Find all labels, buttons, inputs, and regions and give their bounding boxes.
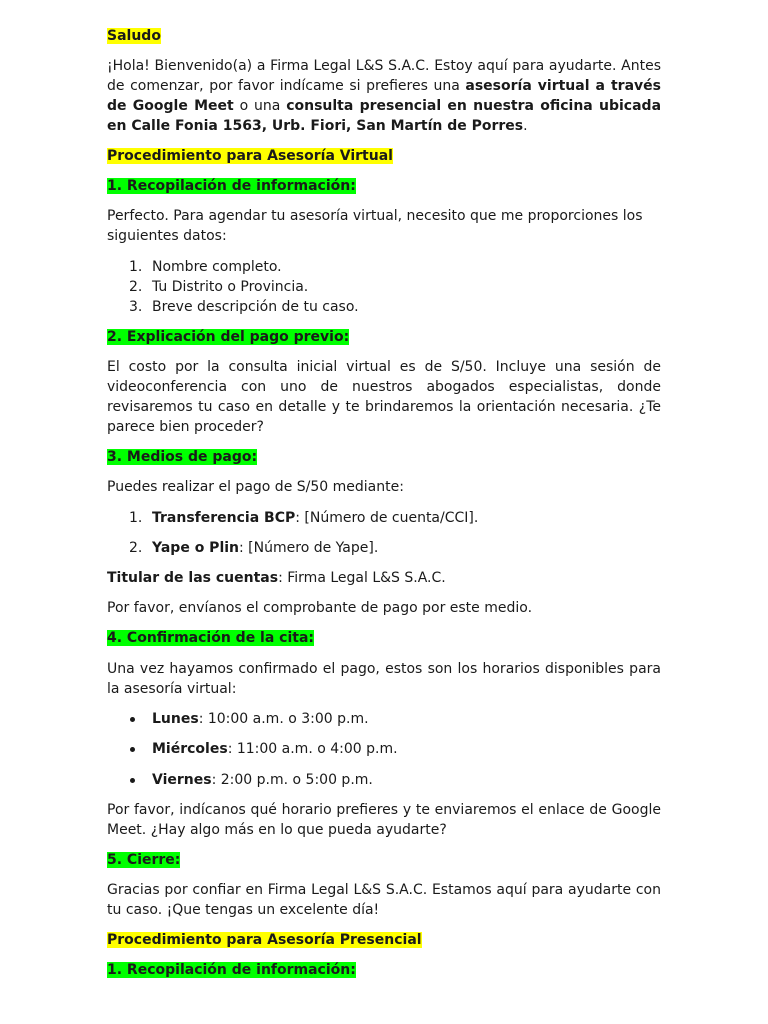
section-2-text: El costo por la consulta inicial virtual es de S/50. Incluye una sesión de videoconferencia con uno de nuestros abogados especialistas, donde revisaremos tu caso en detalle y te brindaremos la orientación necesaria. ¿Te parece bien proceder? (107, 359, 661, 435)
document-page: Saludo ¡Hola! Bienvenido(a) a Firma Legal L&S S.A.C. Estoy aquí para ayudarte. Antes de comenzar, por favor indícame si prefieres una asesoría virtual a través de Google Meet o una consulta presencial en nuestra oficina ubicada en Calle Fonia 1563, Urb. Fiori, San Martín de Porres. Procedimiento para Asesoría Virtual 1. Recopilación de información: Perfecto. Para agendar tu asesoría virtual, necesito que me proporciones los siguientes datos: 1. Nombre completo. 2. Tu Distrito o Provincia. 3. Breve descripción de tu caso. 2. Explicación del pago previo: El costo por la consulta inicial virtual es de S/50. Incluye una sesión de videoconferencia con uno de nuestros abogados especialistas, donde revisaremos tu caso en detalle y te brindaremos la orientación necesaria. ¿Te parece bien proceder? 3. Medios de pago: Puedes realizar el pago de S/50 mediante: 1. Transferencia BCP: [Número de cuenta/CCI]. 2. Yape o Plin: [Número de Yape]. Titular de las cuentas: Firma Legal L&S S.A.C. Por favor, envíanos el comprobante de pago por este medio. 4. Confirmación de la cita: Una vez hayamos confirmado el pago, estos son los horarios disponibles para la asesoría virtual: Lunes: 10:00 a.m. o 3:00 p.m. Miércoles: 11:00 a.m. o 4:00 p.m. Viernes: 2:00 p.m. o 5:00 p.m. Por favor, indícanos qué horario prefieres y te enviaremos el enlace de Google Meet. ¿Hay algo más en lo que pueda ayudarte? 5. Cierre: Gracias por confiar en Firma Legal L&S S.A.C. Estamos aquí para ayudarte con tu caso. ¡Que tengas un excelente día! Procedimiento para Asesoría Presencial 1. Recopilación de información: (107, 28, 662, 978)
bullet-icon (130, 747, 135, 752)
greeting-paragraph: ¡Hola! Bienvenido(a) a Firma Legal L&S S.A.C. Estoy aquí para ayudarte. Antes de comenzar, por favor indícame si prefieres una asesoría virtual a través de Google Meet o una consulta presencial en nuestra oficina ubicada en Calle Fonia 1563, Urb. Fiori, San Martín de Porres. (107, 58, 662, 134)
bullet-icon (130, 717, 135, 722)
payment-note: Por favor, envíanos el comprobante de pago por este medio. (107, 600, 533, 616)
section-1-intro: Perfecto. Para agendar tu asesoría virtual, necesito que me proporciones los siguientes datos: (107, 208, 643, 244)
presencial-procedure-title: Procedimiento para Asesoría Presencial (107, 932, 422, 948)
section-3-intro: Puedes realizar el pago de S/50 mediante: (107, 479, 404, 495)
virtual-procedure-title: Procedimiento para Asesoría Virtual (107, 148, 393, 164)
account-holder: Titular de las cuentas: Firma Legal L&S S.A.C. (107, 570, 446, 586)
presencial-section-1-heading: 1. Recopilación de información: (107, 962, 356, 978)
bullet-icon (130, 778, 135, 783)
section-5-text: Gracias por confiar en Firma Legal L&S S.A.C. Estamos aquí para ayudarte con tu caso. ¡Que tengas un excelente día! (107, 882, 661, 918)
section-4-intro: Una vez hayamos confirmado el pago, estos son los horarios disponibles para la asesoría virtual: (107, 661, 661, 697)
section-4-heading: 4. Confirmación de la cita: (107, 630, 315, 646)
section-5-heading: 5. Cierre: (107, 852, 181, 868)
section-4-outro: Por favor, indícanos qué horario prefieres y te enviaremos el enlace de Google Meet. ¿Hay algo más en lo que pueda ayudarte? (107, 802, 661, 838)
section-2-heading: 2. Explicación del pago previo: (107, 329, 350, 345)
section-3-heading: 3. Medios de pago: (107, 449, 258, 465)
section-1-heading: 1. Recopilación de información: (107, 178, 356, 194)
greeting-heading: Saludo (107, 28, 161, 44)
